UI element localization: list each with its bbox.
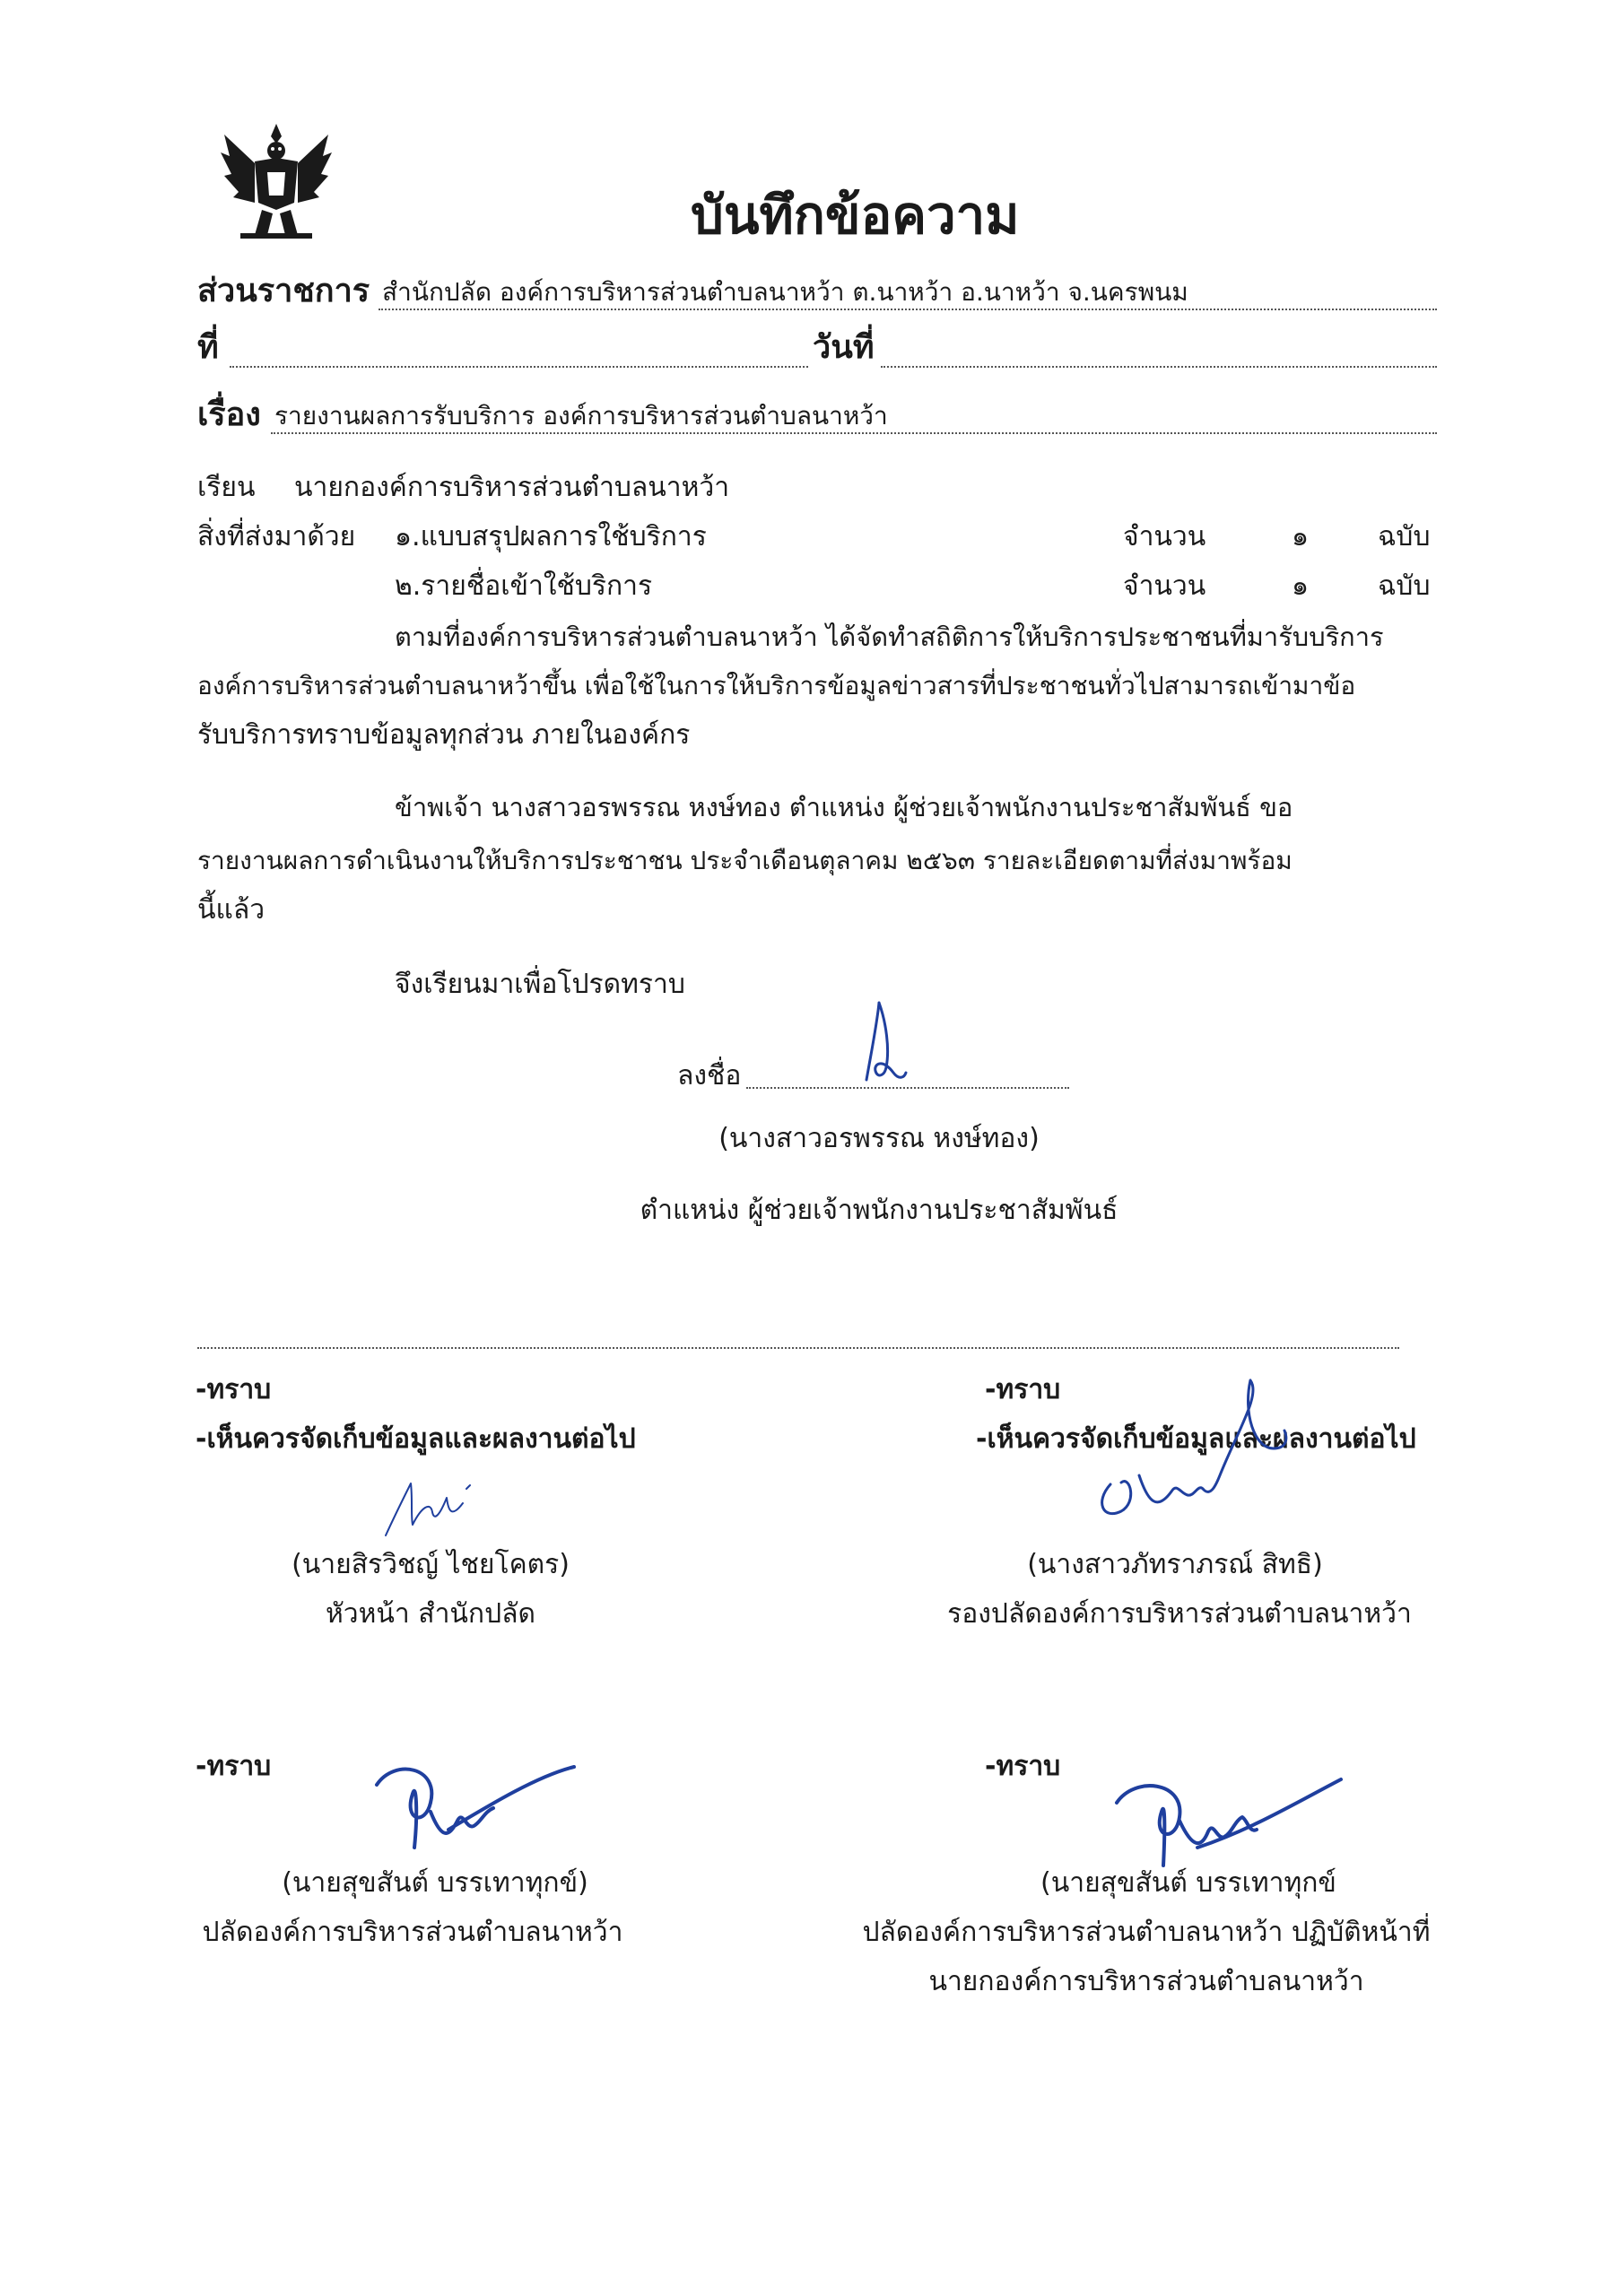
signer-name: (นางสาวอรพรรณ หงษ์ทอง) xyxy=(718,1123,1040,1154)
para2-line: ข้าพเจ้า นางสาวอรพรรณ หงษ์ทอง ตำแหน่ง ผู้ช่วยเจ้าพนักงานประชาสัมพันธ์ ขอ xyxy=(395,792,1293,822)
endorsement-note: -เห็นควรจัดเก็บข้อมูลและผลงานต่อไป xyxy=(976,1423,1416,1455)
para1-line: ตามที่องค์การบริหารส่วนตำบลนาหว้า ได้จัดทำสถิติการให้บริการประชาชนที่มารับบริการ xyxy=(395,622,1384,652)
endorser-position-line2: นายกองค์การบริหารส่วนตำบลนาหว้า xyxy=(928,1966,1364,1997)
endorser-name: (นายสิรวิชญ์ ไชยโคตร) xyxy=(292,1549,570,1580)
endorser-position: หัวหน้า สำนักปลัด xyxy=(325,1598,536,1630)
endorser-name: (นายสุขสันต์ บรรเทาทุกข์ xyxy=(1040,1867,1336,1899)
endorser-position: ปลัดองค์การบริหารส่วนตำบลนาหว้า xyxy=(202,1917,623,1948)
endorsement-ack: -ทราบ xyxy=(985,1751,1061,1782)
endorser-position: ปลัดองค์การบริหารส่วนตำบลนาหว้า ปฏิบัติหน้าที่ xyxy=(862,1917,1431,1948)
dept-label: ส่วนราชการ xyxy=(197,273,370,309)
subject-value: รายงานผลการรับบริการ องค์การบริหารส่วนตำบลนาหว้า xyxy=(274,401,888,430)
subject-label: เรื่อง xyxy=(197,396,261,433)
sign-label: ลงชื่อ xyxy=(677,1060,742,1091)
signature-icon xyxy=(359,1758,583,1866)
endorser-position: รองปลัดองค์การบริหารส่วนตำบลนาหว้า xyxy=(947,1598,1412,1630)
endorsement-note: -เห็นควรจัดเก็บข้อมูลและผลงานต่อไป xyxy=(196,1423,636,1455)
endorsement-ack: -ทราบ xyxy=(196,1751,272,1782)
ref-label: ที่ xyxy=(197,329,219,366)
para1-line: องค์การบริหารส่วนตำบลนาหว้าขึ้น เพื่อใช้ในการให้บริการข้อมูลข่าวสารที่ประชาชนทั่วไปสามารถเข้ามาข้อ xyxy=(197,671,1356,700)
attachment-count-label: จำนวน xyxy=(1123,570,1206,602)
salutation-value: นายกองค์การบริหารส่วนตำบลนาหว้า xyxy=(294,472,730,503)
endorser-name: (นางสาวภัทราภรณ์ สิทธิ) xyxy=(1027,1549,1323,1580)
closing-text: จึงเรียนมาเพื่อโปรดทราบ xyxy=(395,969,685,1000)
attachment-count: ๑ xyxy=(1292,521,1310,552)
attachment-count-label: จำนวน xyxy=(1123,521,1206,552)
document-title: บันทึกข้อความ xyxy=(691,185,1020,246)
date-dotted-line xyxy=(881,366,1437,368)
para2-line: นี้แล้ว xyxy=(197,894,265,926)
para1-line: รับบริการทราบข้อมูลทุกส่วน ภายในองค์กร xyxy=(197,719,691,751)
attachment-count: ๑ xyxy=(1292,570,1310,602)
endorsement-ack: -ทราบ xyxy=(985,1374,1061,1405)
signature-icon xyxy=(1085,1377,1301,1529)
attachment-unit: ฉบับ xyxy=(1378,570,1431,602)
garuda-emblem-icon xyxy=(219,117,334,242)
attachment-item: ๒.รายชื่อเข้าใช้บริการ xyxy=(395,570,653,602)
salutation-label: เรียน xyxy=(197,472,256,503)
attachments-label: สิ่งที่ส่งมาด้วย xyxy=(197,521,356,552)
dept-value: สำนักปลัด องค์การบริหารส่วนตำบลนาหว้า ต.นาหว้า อ.นาหว้า จ.นครพนม xyxy=(382,277,1188,307)
endorsement-ack: -ทราบ xyxy=(196,1374,272,1405)
para2-line: รายงานผลการดำเนินงานให้บริการประชาชน ประจำเดือนตุลาคม ๒๕๖๓ รายละเอียดตามที่ส่งมาพร้อม xyxy=(197,846,1293,875)
attachment-unit: ฉบับ xyxy=(1378,521,1431,552)
ref-dotted-line xyxy=(230,366,808,368)
section-divider xyxy=(197,1347,1399,1349)
attachment-item: ๑.แบบสรุปผลการใช้บริการ xyxy=(395,521,707,552)
signer-position: ตำแหน่ง ผู้ช่วยเจ้าพนักงานประชาสัมพันธ์ xyxy=(640,1195,1119,1226)
endorser-name: (นายสุขสันต์ บรรเทาทุกข์) xyxy=(282,1867,588,1899)
date-label: วันที่ xyxy=(813,329,875,366)
signature-icon xyxy=(377,1471,493,1543)
signature-icon xyxy=(850,996,913,1094)
